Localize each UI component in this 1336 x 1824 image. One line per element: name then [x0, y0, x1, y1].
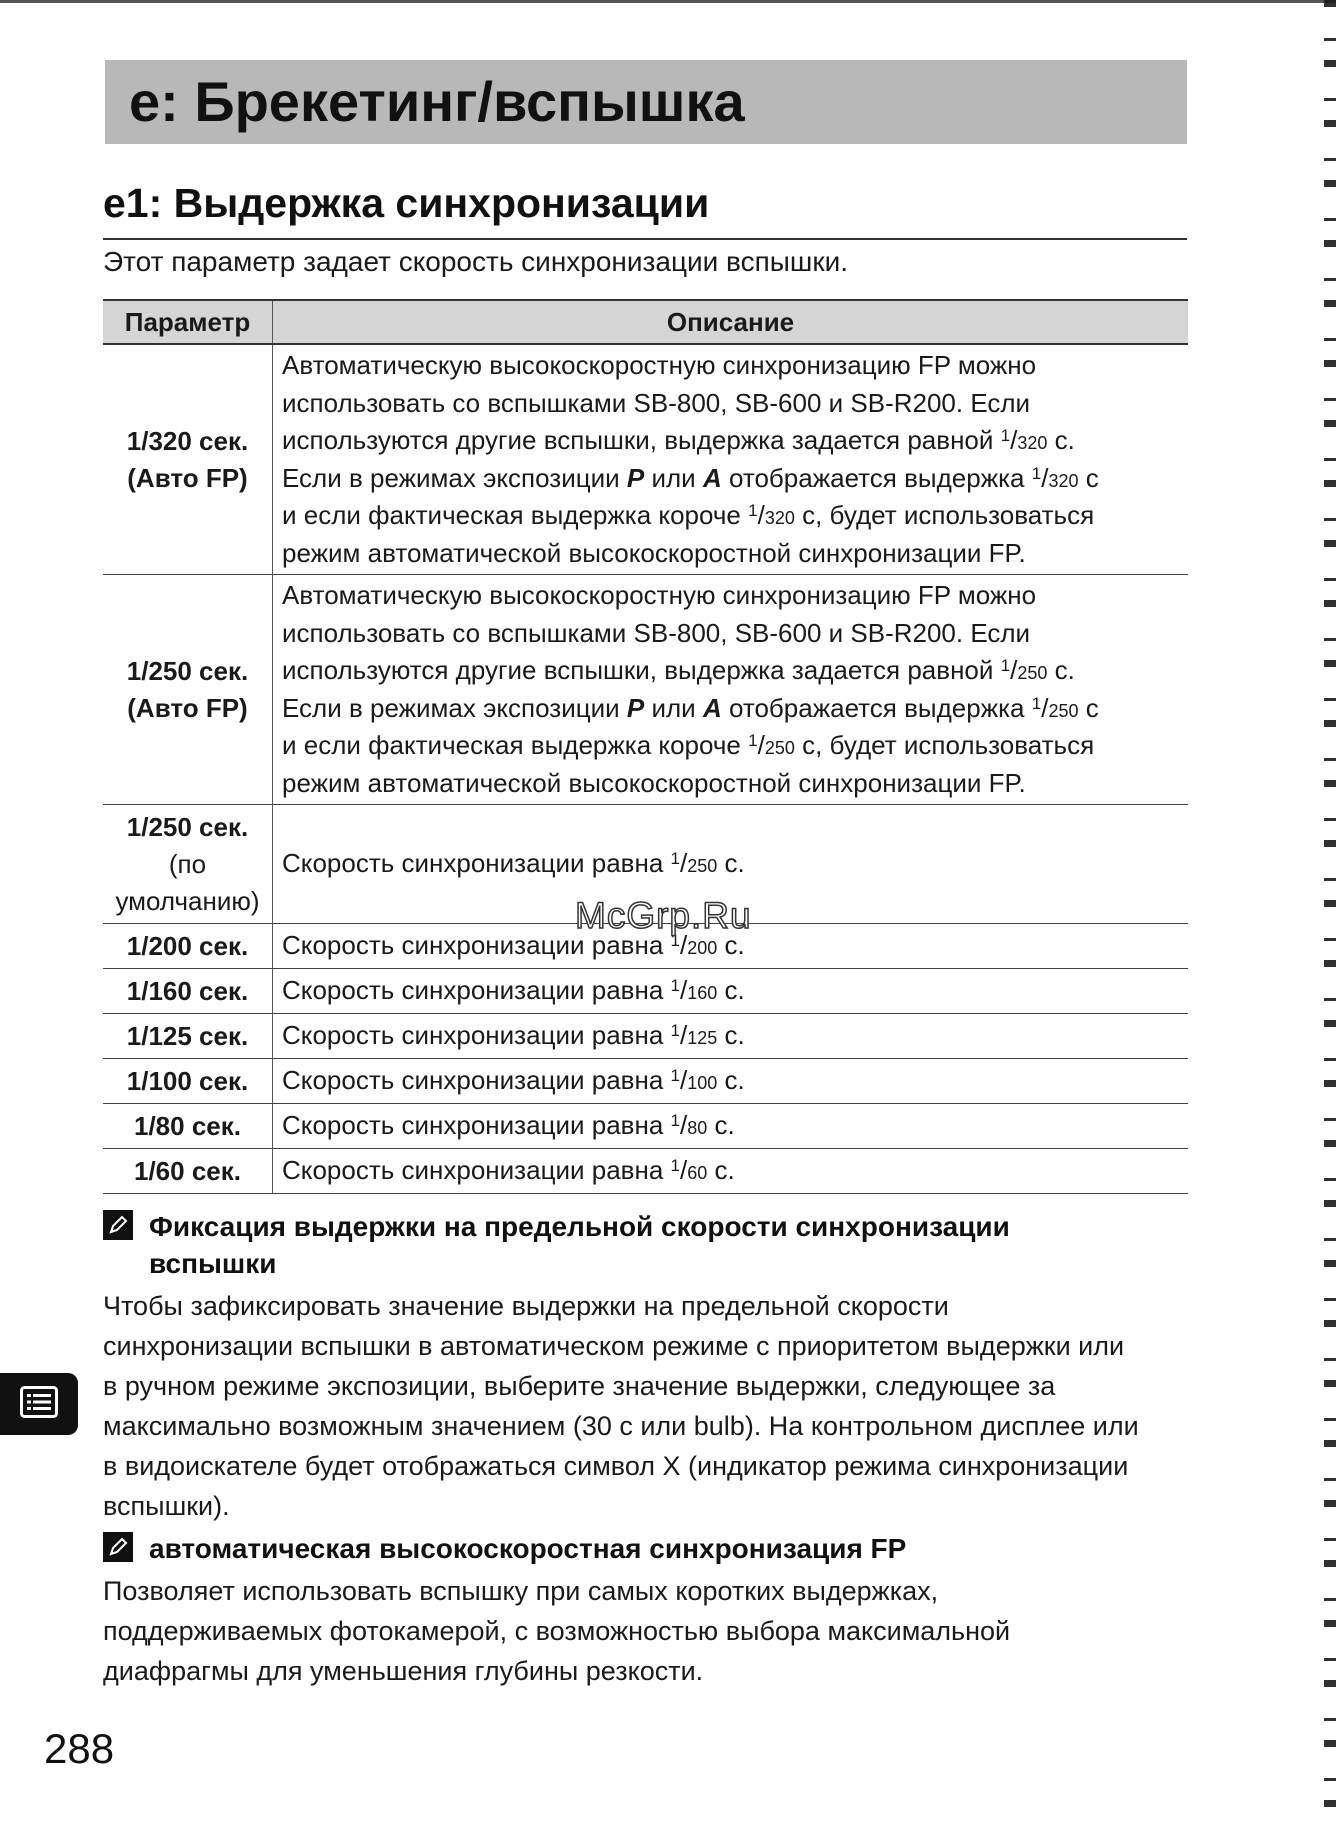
param-value: 1/320 сек. — [126, 426, 249, 456]
note-line: максимально возможным значением (30 с или bulb). На контрольном дисплее или — [103, 1411, 1139, 1441]
header-param: Параметр — [103, 300, 273, 344]
fraction: $^1$/100 — [670, 1065, 718, 1096]
sync-speed-table — [103, 299, 1188, 1194]
note-line: диафрагмы для уменьшения глубины резкости. — [103, 1656, 704, 1686]
param-mode: (Авто FP) — [127, 463, 248, 493]
note-title: Фиксация выдержки на предельной скорости синхронизации — [149, 1211, 1010, 1242]
note-line: в видоискателе будет отображаться символ X (индикатор режима синхронизации — [103, 1451, 1129, 1481]
note-body — [103, 1571, 1187, 1691]
menu-tab — [0, 1373, 78, 1435]
param-cell — [103, 805, 273, 924]
fraction: $^1$/125 — [670, 1020, 718, 1051]
param-cell — [103, 575, 273, 805]
table-row — [103, 1149, 1188, 1194]
mode-a-symbol: A — [702, 462, 722, 493]
desc-line: режим автоматической высокоскоростной синхронизации FP. — [282, 537, 1026, 568]
table-row — [103, 344, 1188, 575]
param-mode: (Авто FP) — [127, 693, 248, 723]
desc-line: использовать со вспышками SB-800, SB-600 и SB-R200. Если — [282, 617, 1031, 648]
desc-cell: Скорость синхронизации равна $^1$/160 с. — [273, 969, 1189, 1014]
note-line: Позволяет использовать вспышку при самых коротких выдержках, — [103, 1576, 939, 1606]
desc-line: Автоматическую высокоскоростную синхронизацию FP можно — [282, 580, 1037, 610]
table-row — [103, 1104, 1188, 1149]
desc-cell: Скорость синхронизации равна $^1$/250 с. — [273, 805, 1189, 924]
note-line: вспышки). — [103, 1491, 230, 1521]
mode-p-symbol: P — [626, 692, 645, 723]
fraction: $^1$/320 — [1000, 425, 1048, 455]
note-body — [103, 1286, 1187, 1526]
desc-line: и если фактическая выдержка короче $^1$/320 с, будет использоваться — [282, 500, 1095, 530]
fraction: $^1$/320 — [1031, 462, 1079, 493]
note-title: вспышки — [149, 1248, 277, 1279]
desc-cell: Скорость синхронизации равна $^1$/60 с. — [273, 1149, 1189, 1194]
desc-line: режим автоматической высокоскоростной синхронизации FP. — [282, 767, 1026, 798]
note-line: Чтобы зафиксировать значение выдержки на предельной скорости — [103, 1291, 949, 1321]
table-row — [103, 969, 1188, 1014]
table-row — [103, 575, 1188, 805]
note-line: в ручном режиме экспозиции, выберите значение выдержки, следующее за — [103, 1371, 1056, 1401]
menu-list-icon — [20, 1386, 58, 1423]
note-auto-fp — [103, 1530, 1187, 1691]
fraction: $^1$/160 — [670, 975, 718, 1006]
pencil-icon — [103, 1532, 133, 1562]
subsection-intro: Этот параметр задает скорость синхронизации вспышки. — [103, 246, 849, 277]
watermark: McGrp.Ru — [575, 895, 752, 936]
desc-line: Если в режимах экспозиции P или A отображается выдержка $^1$/320 с — [282, 462, 1099, 493]
param-cell: 1/100 сек. — [103, 1059, 273, 1104]
table-header-row — [103, 300, 1188, 344]
note-header — [103, 1530, 1187, 1567]
desc-line: Если в режимах экспозиции P или A отображается выдержка $^1$/250 с — [282, 692, 1099, 723]
note-line: поддерживаемых фотокамерой, с возможностью выбора максимальной — [103, 1616, 1011, 1646]
fraction: $^1$/200 — [670, 930, 718, 961]
desc-line: и если фактическая выдержка короче $^1$/250 с, будет использоваться — [282, 730, 1095, 760]
param-cell — [103, 344, 273, 575]
param-cell: 1/60 сек. — [103, 1149, 273, 1194]
fraction: $^1$/250 — [748, 730, 795, 760]
desc-cell: Скорость синхронизации равна $^1$/125 с. — [273, 1014, 1189, 1059]
desc-cell: Скорость синхронизации равна $^1$/80 с. — [273, 1104, 1189, 1149]
note-header — [103, 1208, 1187, 1282]
param-cell: 1/160 сек. — [103, 969, 273, 1014]
mode-p-symbol: P — [626, 462, 645, 493]
desc-line: Автоматическую высокоскоростную синхронизацию FP можно — [282, 350, 1037, 380]
pencil-icon — [103, 1210, 133, 1240]
param-cell: 1/200 сек. — [103, 924, 273, 969]
subsection-title: e1: Выдержка синхронизации — [103, 180, 710, 226]
table-row — [103, 1059, 1188, 1104]
desc-cell: Скорость синхронизации равна $^1$/200 с. — [273, 924, 1189, 969]
desc-cell: Скорость синхронизации равна $^1$/100 с. — [273, 1059, 1189, 1104]
param-value: 1/250 сек. — [126, 656, 249, 686]
param-note: (по — [168, 849, 207, 879]
desc-cell — [273, 575, 1189, 805]
note-line: синхронизации вспышки в автоматическом режиме с приоритетом выдержки или — [103, 1331, 1125, 1361]
fraction: $^1$/320 — [748, 500, 795, 530]
fraction: $^1$/250 — [670, 848, 718, 879]
fraction: $^1$/250 — [1000, 655, 1048, 685]
section-banner — [105, 60, 1187, 144]
fraction: $^1$/60 — [670, 1155, 708, 1186]
page-right-edge — [1324, 0, 1336, 1824]
page-number: 288 — [44, 1725, 115, 1772]
desc-line: используются другие вспышки, выдержка задается равной $^1$/320 с. — [282, 425, 1075, 455]
desc-line: использовать со вспышками SB-800, SB-600 и SB-R200. Если — [282, 387, 1031, 418]
desc-line: используются другие вспышки, выдержка задается равной $^1$/250 с. — [282, 655, 1075, 685]
section-title: e: Брекетинг/вспышка — [129, 70, 745, 133]
param-value: 1/250 сек. — [126, 812, 249, 842]
mode-a-symbol: A — [702, 692, 722, 723]
param-cell: 1/80 сек. — [103, 1104, 273, 1149]
fraction: $^1$/80 — [670, 1110, 708, 1141]
header-desc: Описание — [273, 300, 1189, 344]
fraction: $^1$/250 — [1031, 692, 1079, 723]
param-note: умолчанию) — [115, 886, 260, 916]
note-sync-lock — [103, 1208, 1187, 1526]
param-cell: 1/125 сек. — [103, 1014, 273, 1059]
table-row — [103, 1014, 1188, 1059]
desc-cell — [273, 344, 1189, 575]
note-title: автоматическая высокоскоростная синхронизация FP — [149, 1533, 907, 1564]
top-edge-rule — [0, 0, 1336, 3]
